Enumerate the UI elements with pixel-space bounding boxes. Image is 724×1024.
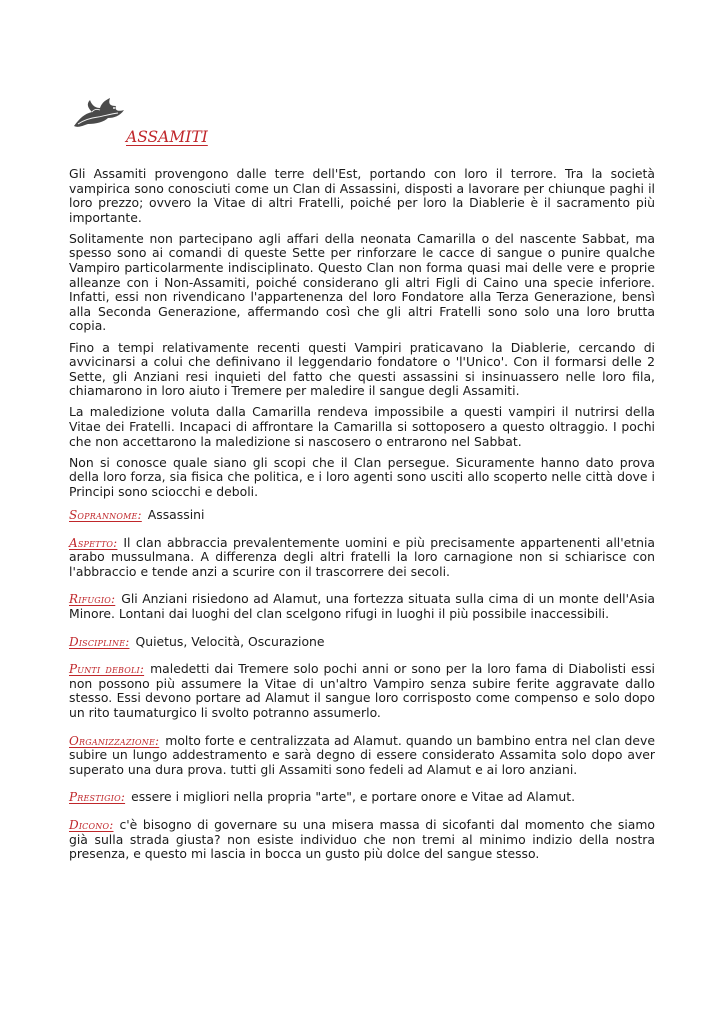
attribute-label: Punti deboli: (69, 662, 145, 677)
attribute-rifugio (69, 592, 655, 621)
paragraph: Fino a tempi relativamente recenti questi Vampiri praticavano la Diablerie, cercando di avvicinarsi a colui che definivano il leggendario fondatore o 'l'Unico'. Con il formarsi delle 2 Sette, gli Anziani resi inquieti del fatto che questi assassini si insinuassero nelle loro fila, chiamarono in loro aiuto i Tremere per maledire il sangue degli Assamiti. (69, 339, 655, 399)
attribute-value: essere i migliori nella propria "arte", e portare onore e Vitae ad Alamut. (131, 789, 576, 805)
attribute-value: Il clan abbraccia prevalentemente uomini e più precisamente appartenenti all'etnia arabo mussulmana. A differenza degli altri fratelli la loro carnagione non si schiarisce con l'abbraccio e tende anzi a scurire con il trascorrere dei secoli. (69, 534, 655, 579)
attribute-label: Aspetto: (69, 535, 118, 550)
attribute-value: molto forte e centralizzata ad Alamut. quando un bambino entra nel clan deve subire un lungo addestramento e sarà degno di essere considerato Assamita solo dopo aver superato una dura prova. tutti gli Assamiti sono fedeli ad Alamut e ai loro anziani. (69, 732, 655, 777)
attribute-punti-deboli (69, 662, 655, 720)
intro-text (69, 167, 655, 506)
attribute-dicono (69, 818, 655, 862)
attribute-label: Discipline: (69, 634, 130, 649)
page-title: ASSAMITI (126, 128, 208, 146)
attribute-label: Soprannome: (69, 508, 142, 522)
paragraph: Gli Assamiti provengono dalle terre dell'Est, portando con loro il terrore. Tra la società vampirica sono conosciuti come un Clan di Assassini, disposti a lavorare per chiunque paghi il loro prezzo; ovvero la Vitae di altri Fratelli, poiché per loro la Diablerie è il sacramento più importante. (69, 166, 655, 225)
attribute-value: Assassini (147, 507, 205, 522)
paragraph: Solitamente non partecipano agli affari della neonata Camarilla o del nascente Sabbat, ma spesso sono ai comandi di queste Sette per rinforzare le cacce di sangue o punire qualche Vampiro particolarmente indisciplinato. Questo Clan non forma quasi mai delle vere e proprie alleanze con i Non-Assamiti, poiché considerano gli altri Figli di Caino una specie inferiore. Infatti, essi non rivendicano l'appartenenza del loro Fondatore alla Terza Generazione, bensì alla Seconda Generazione, affermando così che gli altri Fratelli sono solo una loro brutta copia. (69, 230, 655, 334)
paragraph: Non si conosce quale siano gli scopi che il Clan persegue. Sicuramente hanno dato prova della loro forza, sia fisica che politica, e i loro agenti sono usciti allo scoperto nelle città dove i Principi sono sciocchi e deboli. (69, 454, 655, 499)
attribute-aspetto (69, 536, 655, 580)
attribute-value: c'è bisogno di governare su una misera massa di sicofanti dal momento che siamo già sulla strada giusta? non esiste individuo che non tremi al minimo indizio della nostra presenza, e questo mi lascia in bocca un gusto più dolce del sangue stesso. (69, 816, 655, 862)
attribute-value: maledetti dai Tremere solo pochi anni or sono per la loro fama di Diabolisti essi non possono più assumere la Vitae di un'altro Vampiro senza subire ferite aggravate dallo stesso. Essi devono portare ad Alamut il sangue loro corrisposto come compenso e solo dopo un rito taumaturgico li svolto potranno assumerlo. (69, 661, 655, 720)
attribute-label: Dicono: (69, 817, 114, 832)
winged-dragon-logo-icon (70, 96, 128, 130)
attribute-prestigio (69, 790, 655, 805)
attribute-organizzazione (69, 734, 655, 778)
attribute-value: Quietus, Velocità, Oscurazione (135, 633, 325, 649)
paragraph: La maledizione voluta dalla Camarilla rendeva impossibile a questi vampiri il nutrirsi della Vitae dei Fratelli. Incapaci di affrontare la Camarilla si sottoposero a questo oltraggio. I pochi che non accettarono la maledizione si nascosero o entrarono nel Sabbat. (69, 404, 655, 449)
clan-attributes (69, 508, 655, 862)
attribute-discipline (69, 635, 655, 650)
attribute-value: Gli Anziani risiedono ad Alamut, una fortezza situata sulla cima di un monte dell'Asia Minore. Lontani dai luoghi del clan scelgono rifugi in luoghi il più possibile inaccessibili. (69, 591, 655, 621)
attribute-label: Prestigio: (69, 790, 126, 805)
attribute-label: Rifugio: (69, 592, 116, 607)
attribute-label: Organizzazione: (69, 733, 160, 748)
attribute-soprannome (69, 508, 655, 523)
